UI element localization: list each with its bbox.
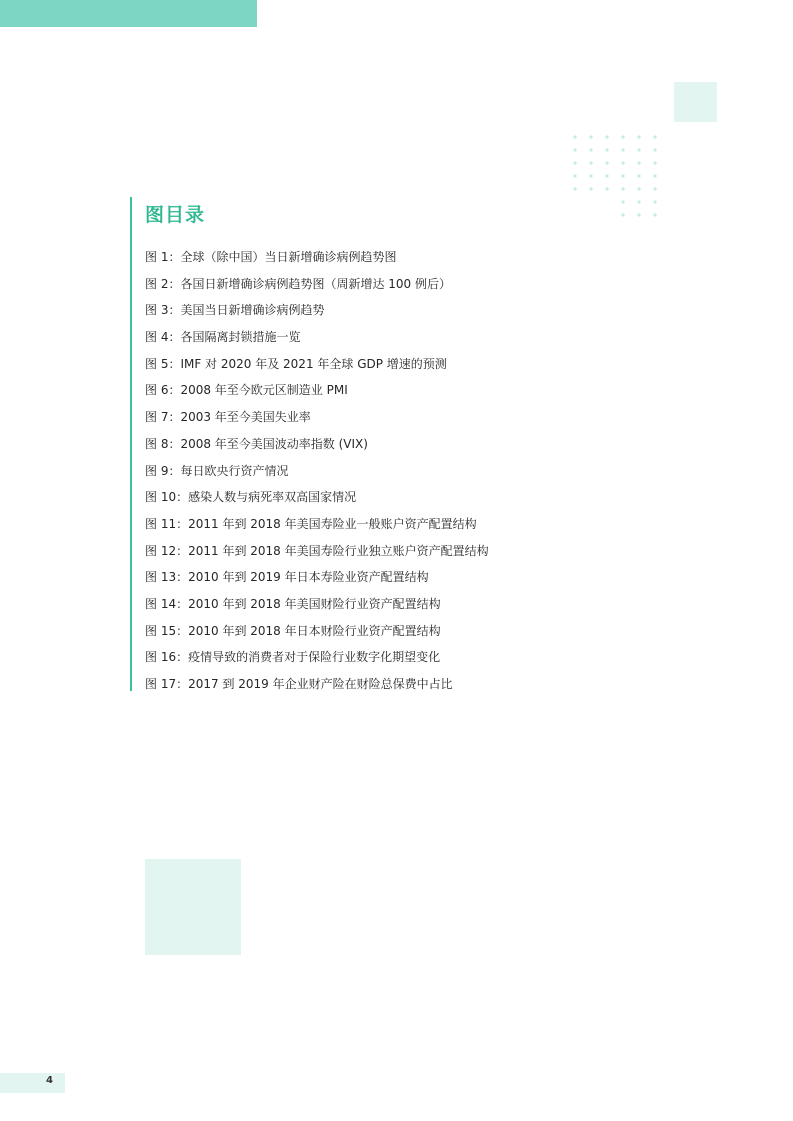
decorative-dot — [589, 161, 592, 164]
toc-item[interactable]: 图 7：2003 年至今美国失业率 — [145, 410, 311, 425]
toc-item[interactable]: 图 6：2008 年至今欧元区制造业 PMI — [145, 383, 348, 398]
decorative-dot — [653, 148, 656, 151]
decorative-dot — [637, 187, 640, 190]
decorative-dot — [637, 148, 640, 151]
toc-item[interactable]: 图 12：2011 年到 2018 年美国寿险行业独立账户资产配置结构 — [145, 543, 489, 558]
decorative-dot — [653, 174, 656, 177]
page-number: 4 — [46, 1075, 53, 1086]
decorative-dot — [589, 187, 592, 190]
toc-title: 图目录 — [145, 204, 206, 226]
toc-accent-line — [130, 197, 132, 691]
decorative-dot — [621, 135, 624, 138]
toc-item[interactable]: 图 13：2010 年到 2019 年日本寿险业资产配置结构 — [145, 570, 429, 585]
toc-item[interactable]: 图 9：每日欧央行资产情况 — [145, 463, 289, 478]
decorative-dot — [589, 174, 592, 177]
decorative-dot — [605, 174, 608, 177]
toc-item[interactable]: 图 15：2010 年到 2018 年日本财险行业资产配置结构 — [145, 623, 441, 638]
decorative-dot — [573, 148, 576, 151]
page-number-tab — [0, 1073, 65, 1093]
toc-item[interactable]: 图 8：2008 年至今美国波动率指数 (VIX) — [145, 436, 368, 451]
toc-item[interactable]: 图 2：各国日新增确诊病例趋势图（周新增达 100 例后） — [145, 276, 451, 291]
decorative-dot — [621, 213, 624, 216]
decorative-dot — [637, 135, 640, 138]
toc-item[interactable]: 图 5：IMF 对 2020 年及 2021 年全球 GDP 增速的预测 — [145, 356, 447, 371]
decorative-dot — [637, 200, 640, 203]
decorative-dot — [605, 135, 608, 138]
decorative-dot — [637, 161, 640, 164]
decorative-dot — [573, 161, 576, 164]
decorative-dot — [653, 187, 656, 190]
toc-item[interactable]: 图 14：2010 年到 2018 年美国财险行业资产配置结构 — [145, 596, 441, 611]
decorative-dot — [653, 161, 656, 164]
decorative-dot — [637, 174, 640, 177]
decorative-dot — [589, 135, 592, 138]
toc-item[interactable]: 图 1：全球（除中国）当日新增确诊病例趋势图 — [145, 250, 397, 264]
decorative-dot — [605, 161, 608, 164]
decorative-dot — [653, 213, 656, 216]
decorative-dot — [573, 135, 576, 138]
decorative-square-bottom-left — [145, 859, 241, 955]
toc-item[interactable]: 图 16：疫情导致的消费者对于保险行业数字化期望变化 — [145, 650, 441, 665]
toc-item[interactable]: 图 17：2017 到 2019 年企业财产险在财险总保费中占比 — [145, 677, 453, 691]
decorative-square-top-right — [674, 82, 717, 122]
decorative-dot — [637, 213, 640, 216]
decorative-dot — [621, 161, 624, 164]
decorative-dot — [605, 187, 608, 190]
decorative-dot — [653, 200, 656, 203]
decorative-dot — [621, 174, 624, 177]
decorative-dot — [589, 148, 592, 151]
decorative-dot — [573, 187, 576, 190]
toc-item[interactable]: 图 10：感染人数与病死率双高国家情况 — [145, 490, 357, 505]
toc-item[interactable]: 图 4：各国隔离封锁措施一览 — [145, 330, 301, 345]
decorative-dot — [621, 187, 624, 190]
decorative-dot-pattern — [570, 132, 665, 227]
decorative-dot — [621, 148, 624, 151]
toc-item[interactable]: 图 11：2011 年到 2018 年美国寿险业一般账户资产配置结构 — [145, 516, 477, 531]
decorative-dot — [653, 135, 656, 138]
toc-list — [145, 248, 489, 702]
decorative-dot — [573, 174, 576, 177]
header-accent-bar — [0, 0, 257, 27]
decorative-dot — [605, 148, 608, 151]
decorative-dot — [621, 200, 624, 203]
toc-item[interactable]: 图 3：美国当日新增确诊病例趋势 — [145, 303, 325, 318]
